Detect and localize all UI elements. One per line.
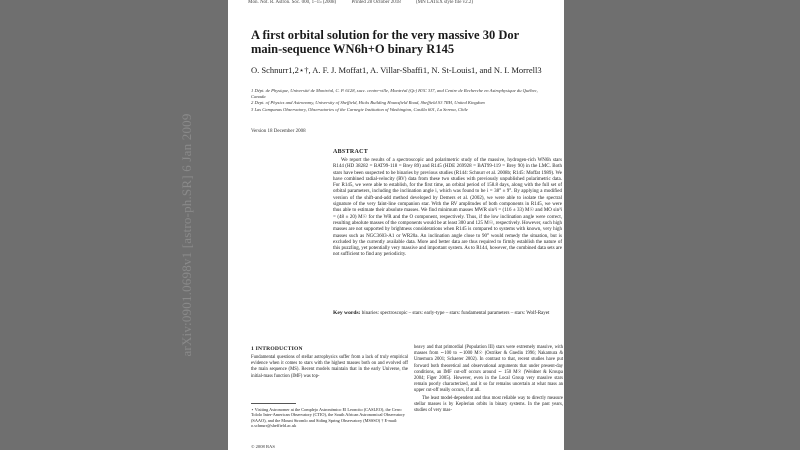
intro-left-column: Fundamental questions of stellar astrophysics suffer from a lack of truly empirical evidence when it comes to stars with the highest masses both on and evolved off the main sequence (MS). Recent models maintain that in the early Universe, the initial-mass function (IMF) was top- — [251, 355, 408, 379]
affiliation-1: 1 Dépt. de Physique, Université de Montréal, C. P. 6128, succ. centre-ville, Montréal (Qc) H3C 3J7, and Centre de Recherche en Astrophysique du Québec, Canada — [251, 88, 538, 99]
intro-right-paragraph-1: heavy and that primordial (Population III) stars were extremely massive, with masses from ∼100 to ∼1000 M☉ (Ostriker & Gnedin 1996; Nakamura & Umemura 2001; Schaerer 2002). In contrast to that, recent studies have put forward both theoretical and observational arguments that under present-day conditions, an IMF cut-off occurs around ∼ 150 M☉ (Weidner & Kroupa 2004; Figer 2005). However, even in the Local Group very massive stars remain poorly characterized, and it so far remains uncertain at what mass an upper cut-off really occurs, if at all. — [414, 345, 563, 394]
abstract-text: We report the results of a spectroscopic and polarimetric study of the massive, hydrogen-rich WN6h stars R144 (HD 38282 = BAT99-118 = Brey 89) and R145 (HDE 269928 = BAT99-119 = Brey 90) in the LMC. Both stars have been suspected to be binaries by previous studies (R144: Schnurr et al. 2008b; R145: Moffat 1989). We have combined radial-velocity (RV) data from these two studies with previously unpublished polarimetric data. For R145, we were able to establish, for the first time, an orbital period of 158.8 days, along with the full set of orbital parameters, including the inclination angle i, which was found to be i = 38° ± 9°. By applying a modified version of the shift-and-add method developed by Demers et al. (2002), we were able to isolate the spectral signature of the very faint-line companion star. With the RV amplitudes of both components in R145, we were thus able to estimate their absolute masses. We find minimum masses MWR sin³i = (116 ± 33) M☉ and MO sin³i = (48 ± 20) M☉ for the WR and the O component, respectively. Thus, if the low inclination angle were correct, resulting absolute masses of the components would be at least 300 and 125 M☉, respectively. However, such high masses are not supported by brightness considerations when R145 is compared to systems with known, very high masses such as NGC3603-A1 or WR20a. An inclination angle close to 90° would remedy the situation, but is excluded by the currently available data. More and better data are thus required to firmly establish the nature of this puzzling, yet potentially very massive and important system. As to R144, however, the combined data sets are not sufficient to find any periodicity. — [333, 158, 562, 258]
style-note: (MN LATEX style file v2.2) — [416, 0, 474, 5]
author-list: O. Schnurr1,2⋆†, A. F. J. Moffat1, A. Villar-Sbaffi1, N. St-Louis1, and N. I. Morrell3 — [251, 65, 542, 75]
section-heading: 1 INTRODUCTION — [251, 346, 303, 352]
running-head — [248, 0, 487, 5]
keywords-text: binaries: spectroscopic – stars: early-type – stars: fundamental parameters – stars: Wolf-Rayet — [361, 311, 550, 316]
keywords-label: Key words: — [333, 310, 361, 316]
footnote-rule — [251, 403, 296, 404]
intro-right-column — [414, 345, 563, 414]
abstract-heading: ABSTRACT — [333, 149, 369, 155]
copyright: © 2008 RAS — [251, 444, 275, 449]
keywords — [333, 310, 562, 317]
printed-date: Printed 28 October 2018 — [351, 0, 401, 5]
paper-title: A first orbital solution for the very massive 30 Dor main-sequence WN6h+O binary R145 — [251, 28, 519, 56]
affiliation-2: 2 Dept. of Physics and Astronomy, University of Sheffield, Hicks Building Hounsfield Road, Sheffield S3 7RH, United Kingdom — [251, 100, 485, 106]
affiliations — [251, 88, 551, 113]
arxiv-stamp: arXiv:0901.0698v1 [astro-ph.SR] 6 Jan 2009 — [179, 113, 194, 357]
intro-right-paragraph-2: The least model-dependent and thus most reliable way to directly measure stellar masses is by Keplerian orbits in binary systems. In the past years, studies of very mas- — [414, 395, 563, 414]
abstract-body — [333, 158, 562, 259]
footnote: ⋆ Visiting Astronomer at the Complejo Astronómico El Leoncito (CASLEO), the Cerro Tololo Inter-American Observatory (CTIO), the South African Astronomical Observatory (SAAO), and the Mount Stromlo and Siding Spring Observatory (MSSSO) † E-mail: o.schnurr@sheffield.ac.uk — [251, 407, 405, 429]
journal-ref: Mon. Not. R. Astron. Soc. 000, 1–15 (2008) — [248, 0, 337, 5]
affiliation-3: 3 Las Campanas Observatory, Observatories of the Carnegie Institution of Washington, Casilla 601, La Serena, Chile — [251, 106, 468, 112]
version-line: Version 18 December 2008 — [251, 129, 306, 134]
